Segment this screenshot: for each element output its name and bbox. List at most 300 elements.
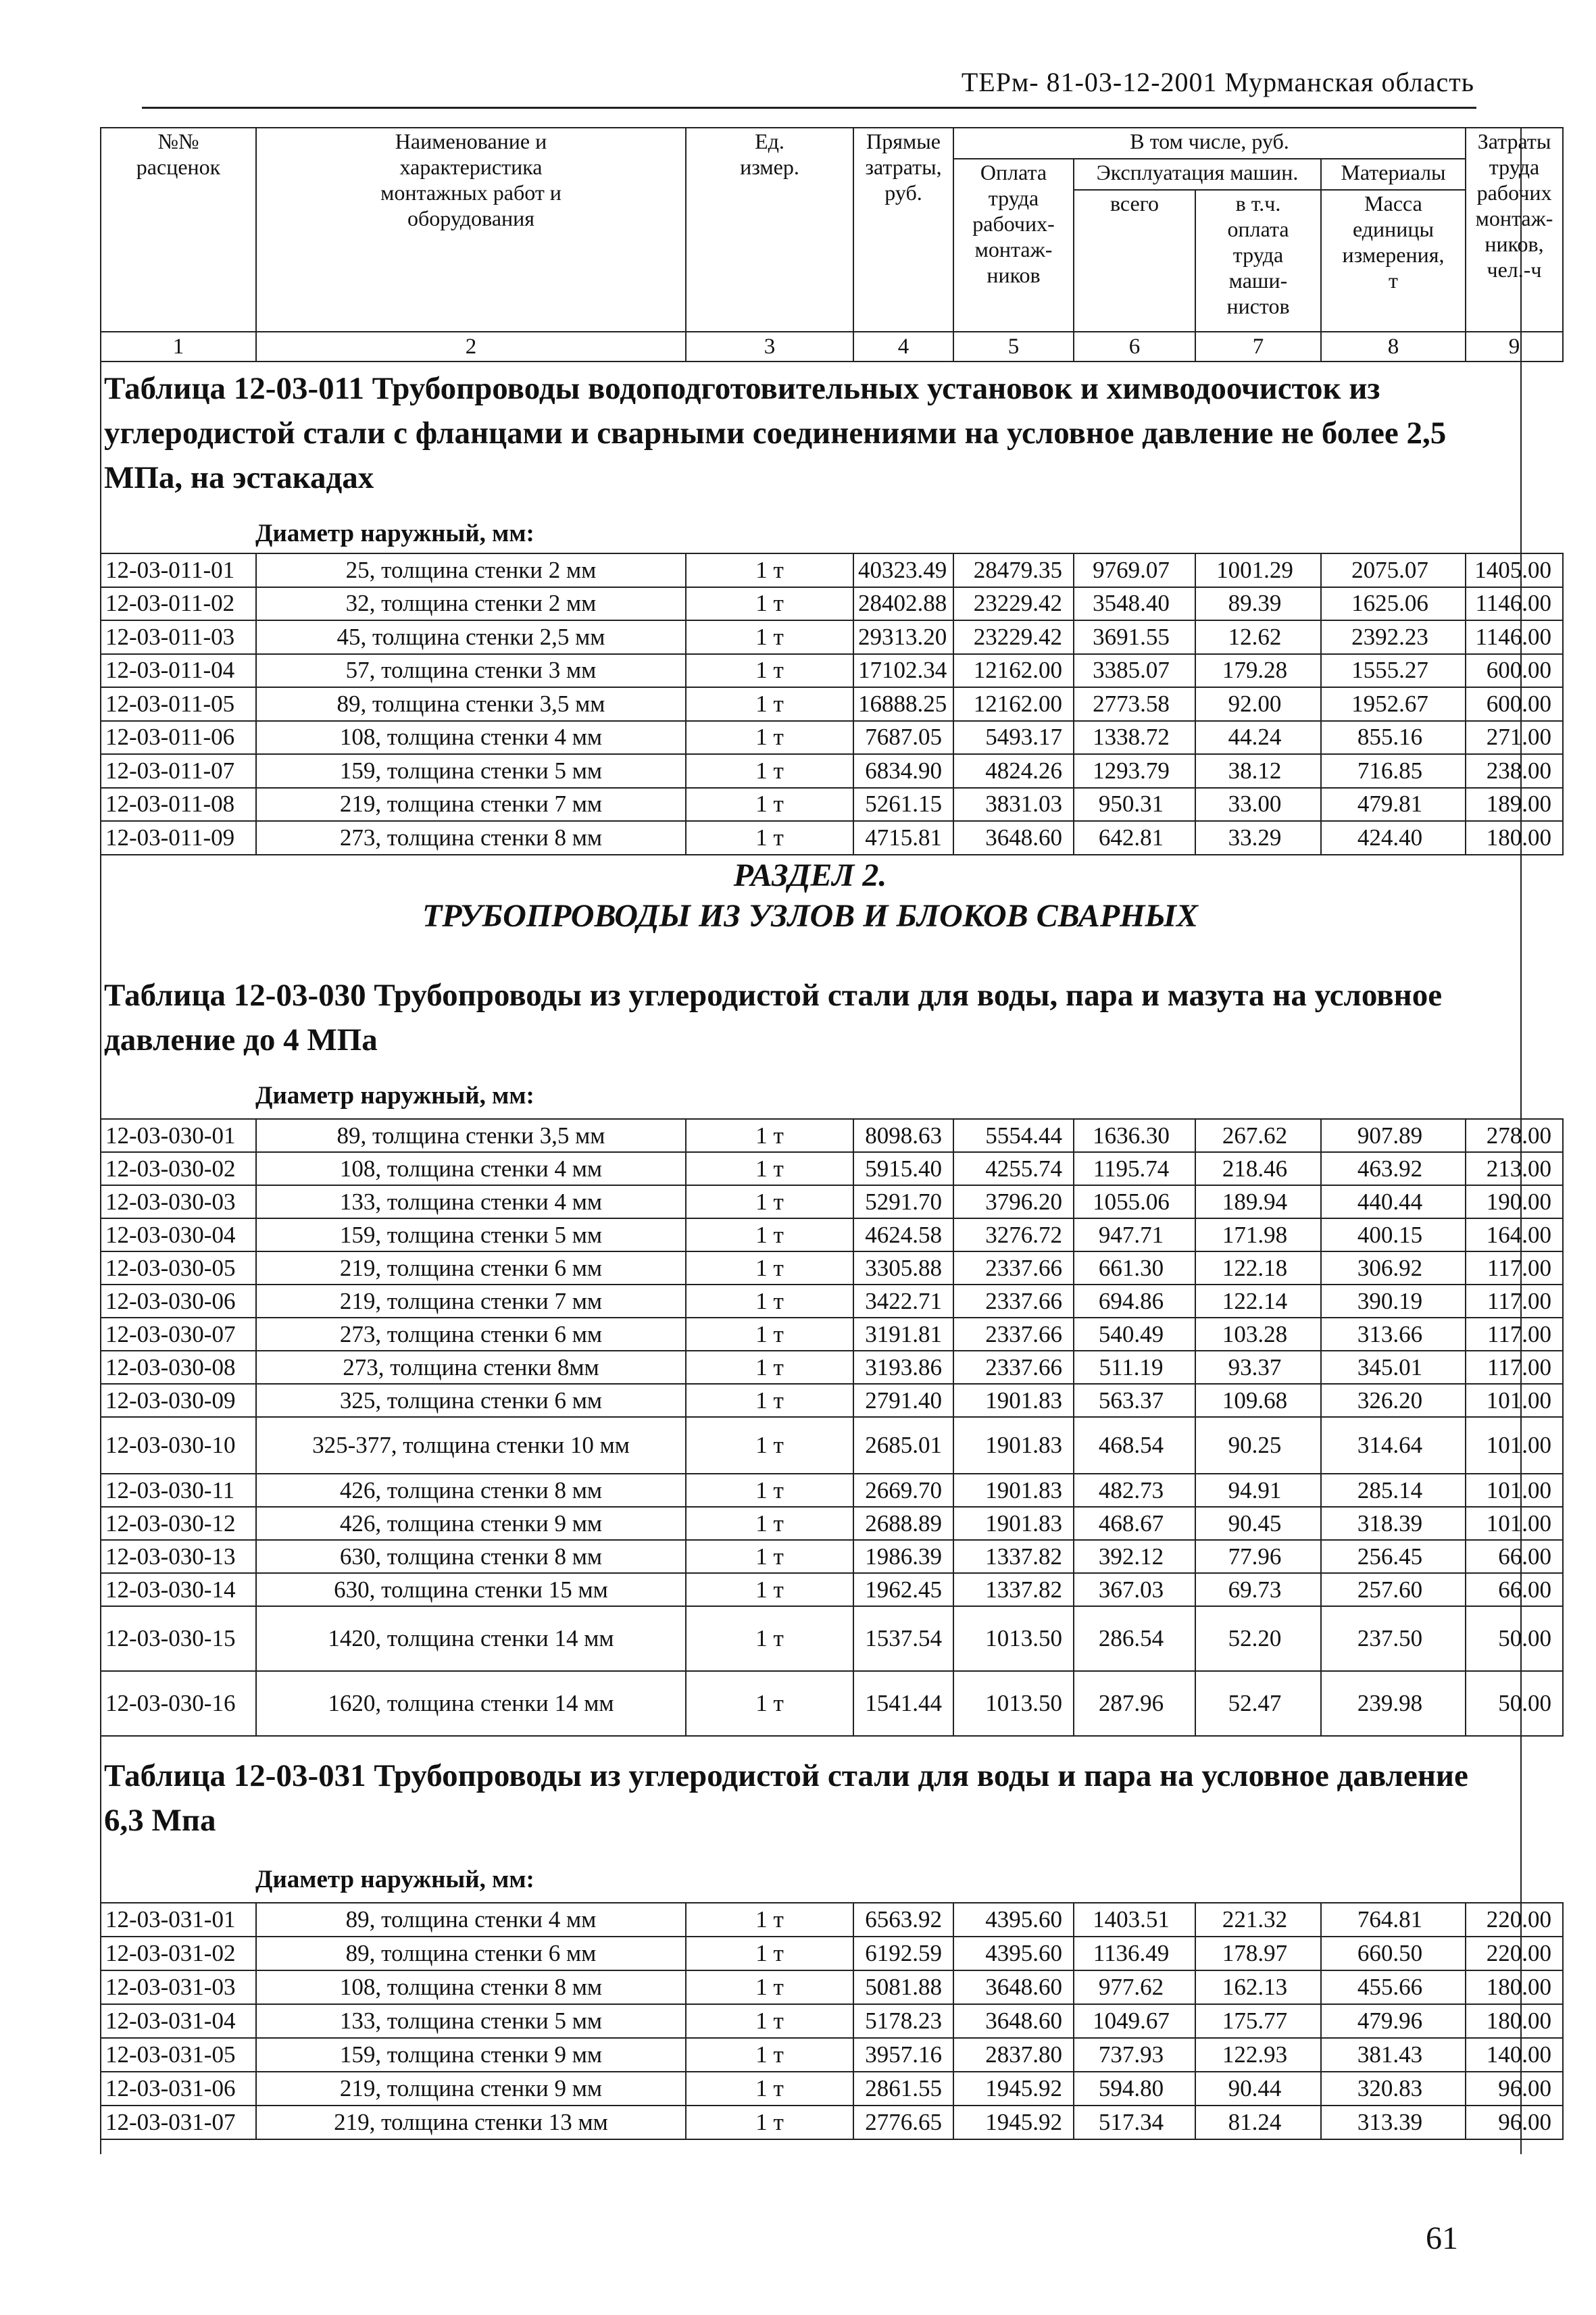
machines-wage-cell: 44.24 [1195, 721, 1321, 755]
unit-cell: 1 т [686, 1185, 853, 1218]
machines-total-cell: 694.86 [1074, 1285, 1195, 1318]
direct-cost-cell: 6192.59 [853, 1937, 953, 1970]
rate-code-cell: 12-03-030-16 [101, 1671, 256, 1736]
table-row [101, 1285, 1563, 1318]
materials-mass-cell: 716.85 [1321, 754, 1466, 788]
machines-wage-cell: 179.28 [1195, 654, 1321, 688]
unit-cell: 1 т [686, 721, 853, 755]
direct-cost-cell: 7687.05 [853, 721, 953, 755]
work-name-cell: 325, толщина стенки 6 мм [256, 1384, 686, 1417]
rate-code-cell: 12-03-011-02 [101, 587, 256, 621]
materials-mass-cell: 660.50 [1321, 1937, 1466, 1970]
table-row [101, 654, 1563, 688]
unit-cell: 1 т [686, 1251, 853, 1285]
work-name-cell: 219, толщина стенки 7 мм [256, 1285, 686, 1318]
unit-cell: 1 т [686, 2004, 853, 2038]
unit-cell: 1 т [686, 1351, 853, 1384]
machines-total-cell: 3691.55 [1074, 620, 1195, 654]
work-name-cell: 273, толщина стенки 6 мм [256, 1318, 686, 1351]
col-machines-wage-header: в т.ч. оплата труда маши- нистов [1195, 190, 1321, 332]
rate-code-cell: 12-03-031-01 [101, 1903, 256, 1937]
machines-total-cell: 594.80 [1074, 2072, 1195, 2106]
labor-cell: 189.00 [1466, 788, 1563, 822]
direct-cost-cell: 3305.88 [853, 1251, 953, 1285]
table-row [101, 2004, 1563, 2038]
unit-cell: 1 т [686, 553, 853, 587]
machines-wage-cell: 77.96 [1195, 1540, 1321, 1573]
machines-total-cell: 661.30 [1074, 1251, 1195, 1285]
machines-wage-cell: 69.73 [1195, 1573, 1321, 1606]
table-row [101, 1540, 1563, 1573]
labor-cell: 180.00 [1466, 2004, 1563, 2038]
work-name-cell: 89, толщина стенки 4 мм [256, 1903, 686, 1937]
table-row [101, 1119, 1563, 1152]
machines-wage-cell: 52.47 [1195, 1671, 1321, 1736]
materials-mass-cell: 390.19 [1321, 1285, 1466, 1318]
rate-code-cell: 12-03-030-06 [101, 1285, 256, 1318]
rate-code-cell: 12-03-031-04 [101, 2004, 256, 2038]
direct-cost-cell: 3193.86 [853, 1351, 953, 1384]
labor-cell: 50.00 [1466, 1671, 1563, 1736]
machines-total-cell: 286.54 [1074, 1606, 1195, 1671]
machines-total-cell: 1055.06 [1074, 1185, 1195, 1218]
machines-total-cell: 1403.51 [1074, 1903, 1195, 1937]
unit-cell: 1 т [686, 620, 853, 654]
direct-cost-cell: 1986.39 [853, 1540, 953, 1573]
rate-code-cell: 12-03-030-04 [101, 1218, 256, 1251]
machines-wage-cell: 122.14 [1195, 1285, 1321, 1318]
materials-mass-cell: 907.89 [1321, 1119, 1466, 1152]
wage-cell: 3831.03 [953, 788, 1074, 822]
work-name-cell: 133, толщина стенки 5 мм [256, 2004, 686, 2038]
col-code-header: №№ расценок [101, 128, 256, 332]
materials-mass-cell: 1625.06 [1321, 587, 1466, 621]
machines-wage-cell: 38.12 [1195, 754, 1321, 788]
unit-cell: 1 т [686, 1540, 853, 1573]
labor-cell: 101.00 [1466, 1384, 1563, 1417]
table-row [101, 1218, 1563, 1251]
machines-total-cell: 737.93 [1074, 2038, 1195, 2072]
work-name-cell: 630, толщина стенки 15 мм [256, 1573, 686, 1606]
materials-mass-cell: 313.39 [1321, 2106, 1466, 2139]
work-name-cell: 159, толщина стенки 9 мм [256, 2038, 686, 2072]
labor-cell: 220.00 [1466, 1903, 1563, 1937]
rate-code-cell: 12-03-030-14 [101, 1573, 256, 1606]
table1 [100, 553, 1564, 855]
unit-cell: 1 т [686, 2106, 853, 2139]
direct-cost-cell: 5081.88 [853, 1970, 953, 2004]
column-number-cell: 2 [256, 332, 686, 362]
machines-wage-cell: 89.39 [1195, 587, 1321, 621]
rate-code-cell: 12-03-030-01 [101, 1119, 256, 1152]
rate-code-cell: 12-03-031-06 [101, 2072, 256, 2106]
unit-cell: 1 т [686, 654, 853, 688]
table-row [101, 1573, 1563, 1606]
materials-mass-cell: 320.83 [1321, 2072, 1466, 2106]
header-rule [142, 107, 1476, 109]
machines-wage-cell: 178.97 [1195, 1937, 1321, 1970]
machines-wage-cell: 93.37 [1195, 1351, 1321, 1384]
work-name-cell: 426, толщина стенки 9 мм [256, 1507, 686, 1540]
direct-cost-cell: 4715.81 [853, 821, 953, 855]
rate-code-cell: 12-03-031-03 [101, 1970, 256, 2004]
wage-cell: 3648.60 [953, 821, 1074, 855]
materials-mass-cell: 256.45 [1321, 1540, 1466, 1573]
wage-cell: 23229.42 [953, 587, 1074, 621]
rate-code-cell: 12-03-011-04 [101, 654, 256, 688]
rate-code-cell: 12-03-030-12 [101, 1507, 256, 1540]
table-row [101, 2038, 1563, 2072]
direct-cost-cell: 3422.71 [853, 1285, 953, 1318]
table-row [101, 721, 1563, 755]
unit-cell: 1 т [686, 754, 853, 788]
section-title: ТРУБОПРОВОДЫ ИЗ УЗЛОВ И БЛОКОВ СВАРНЫХ [422, 898, 1199, 934]
table-row [101, 620, 1563, 654]
unit-cell: 1 т [686, 1507, 853, 1540]
table-row [101, 1970, 1563, 2004]
wage-cell: 12162.00 [953, 654, 1074, 688]
materials-mass-cell: 318.39 [1321, 1507, 1466, 1540]
table-row [101, 1318, 1563, 1351]
machines-total-cell: 3385.07 [1074, 654, 1195, 688]
col-machines-header: Эксплуатация машин. [1074, 159, 1321, 190]
materials-mass-cell: 1952.67 [1321, 687, 1466, 721]
direct-cost-cell: 5291.70 [853, 1185, 953, 1218]
table-row [101, 587, 1563, 621]
work-name-cell: 325-377, толщина стенки 10 мм [256, 1417, 686, 1474]
direct-cost-cell: 8098.63 [853, 1119, 953, 1152]
materials-mass-cell: 400.15 [1321, 1218, 1466, 1251]
unit-cell: 1 т [686, 1384, 853, 1417]
work-name-cell: 108, толщина стенки 4 мм [256, 721, 686, 755]
table-row [101, 1185, 1563, 1218]
table-row [101, 1606, 1563, 1671]
direct-cost-cell: 17102.34 [853, 654, 953, 688]
work-name-cell: 1620, толщина стенки 14 мм [256, 1671, 686, 1736]
wage-cell: 1945.92 [953, 2072, 1074, 2106]
machines-wage-cell: 162.13 [1195, 1970, 1321, 2004]
machines-wage-cell: 267.62 [1195, 1119, 1321, 1152]
unit-cell: 1 т [686, 1474, 853, 1507]
wage-cell: 4395.60 [953, 1903, 1074, 1937]
labor-cell: 213.00 [1466, 1152, 1563, 1185]
labor-cell: 1146.00 [1466, 620, 1563, 654]
wage-cell: 5493.17 [953, 721, 1074, 755]
wage-cell: 1945.92 [953, 2106, 1074, 2139]
work-name-cell: 1420, толщина стенки 14 мм [256, 1606, 686, 1671]
labor-cell: 117.00 [1466, 1318, 1563, 1351]
labor-cell: 1405.00 [1466, 553, 1563, 587]
column-number-cell: 4 [853, 332, 953, 362]
work-name-cell: 32, толщина стенки 2 мм [256, 587, 686, 621]
wage-cell: 2837.80 [953, 2038, 1074, 2072]
materials-mass-cell: 463.92 [1321, 1152, 1466, 1185]
materials-mass-cell: 479.81 [1321, 788, 1466, 822]
direct-cost-cell: 4624.58 [853, 1218, 953, 1251]
unit-cell: 1 т [686, 2038, 853, 2072]
rate-code-cell: 12-03-030-02 [101, 1152, 256, 1185]
column-number-row [101, 332, 1563, 362]
table-row [101, 1507, 1563, 1540]
machines-wage-cell: 109.68 [1195, 1384, 1321, 1417]
direct-cost-cell: 3957.16 [853, 2038, 953, 2072]
direct-cost-cell: 1541.44 [853, 1671, 953, 1736]
work-name-cell: 89, толщина стенки 3,5 мм [256, 687, 686, 721]
unit-cell: 1 т [686, 1119, 853, 1152]
col-labor-header: Затраты труда рабочих монтаж- ников, чел.-ч [1466, 128, 1563, 332]
machines-total-cell: 1636.30 [1074, 1119, 1195, 1152]
column-number-cell: 7 [1195, 332, 1321, 362]
machines-wage-cell: 33.00 [1195, 788, 1321, 822]
machines-wage-cell: 90.45 [1195, 1507, 1321, 1540]
table-row [101, 1474, 1563, 1507]
wage-cell: 1901.83 [953, 1507, 1074, 1540]
table2-subheader: Диаметр наружный, мм: [255, 1082, 534, 1110]
col-unit-header: Ед. измер. [686, 128, 853, 332]
column-number-cell: 9 [1466, 332, 1563, 362]
machines-total-cell: 1338.72 [1074, 721, 1195, 755]
rate-code-cell: 12-03-030-10 [101, 1417, 256, 1474]
machines-wage-cell: 1001.29 [1195, 553, 1321, 587]
work-name-cell: 45, толщина стенки 2,5 мм [256, 620, 686, 654]
wage-cell: 12162.00 [953, 687, 1074, 721]
machines-wage-cell: 92.00 [1195, 687, 1321, 721]
unit-cell: 1 т [686, 2072, 853, 2106]
direct-cost-cell: 2861.55 [853, 2072, 953, 2106]
work-name-cell: 133, толщина стенки 4 мм [256, 1185, 686, 1218]
wage-cell: 4255.74 [953, 1152, 1074, 1185]
table-row [101, 1251, 1563, 1285]
wage-cell: 4395.60 [953, 1937, 1074, 1970]
work-name-cell: 219, толщина стенки 9 мм [256, 2072, 686, 2106]
materials-mass-cell: 239.98 [1321, 1671, 1466, 1736]
table1-caption: Таблица 12-03-011 Трубопроводы водоподготовительных установок и химводоочисток из углеродистой стали с фланцами и сварными соединениями на условное давление не более 2,5 МПа, на эстакадах [104, 371, 1447, 495]
direct-cost-cell: 16888.25 [853, 687, 953, 721]
machines-total-cell: 1195.74 [1074, 1152, 1195, 1185]
machines-wage-cell: 171.98 [1195, 1218, 1321, 1251]
unit-cell: 1 т [686, 1606, 853, 1671]
machines-total-cell: 367.03 [1074, 1573, 1195, 1606]
materials-mass-cell: 1555.27 [1321, 654, 1466, 688]
rate-code-cell: 12-03-030-07 [101, 1318, 256, 1351]
unit-cell: 1 т [686, 1937, 853, 1970]
machines-total-cell: 517.34 [1074, 2106, 1195, 2139]
unit-cell: 1 т [686, 1152, 853, 1185]
direct-cost-cell: 5915.40 [853, 1152, 953, 1185]
direct-cost-cell: 6834.90 [853, 754, 953, 788]
unit-cell: 1 т [686, 788, 853, 822]
rate-code-cell: 12-03-031-02 [101, 1937, 256, 1970]
table3-caption: Таблица 12-03-031 Трубопроводы из углеродистой стали для воды и пара на условное давление 6,3 Мпа [104, 1758, 1468, 1838]
labor-cell: 101.00 [1466, 1507, 1563, 1540]
machines-wage-cell: 52.20 [1195, 1606, 1321, 1671]
page-header-title: ТЕРм- 81-03-12-2001 Мурманская область [961, 67, 1474, 97]
unit-cell: 1 т [686, 687, 853, 721]
rate-code-cell: 12-03-011-06 [101, 721, 256, 755]
materials-mass-cell: 479.96 [1321, 2004, 1466, 2038]
labor-cell: 96.00 [1466, 2106, 1563, 2139]
rate-code-cell: 12-03-030-08 [101, 1351, 256, 1384]
machines-wage-cell: 12.62 [1195, 620, 1321, 654]
materials-mass-cell: 764.81 [1321, 1903, 1466, 1937]
rate-code-cell: 12-03-030-11 [101, 1474, 256, 1507]
materials-mass-cell: 381.43 [1321, 2038, 1466, 2072]
wage-cell: 4824.26 [953, 754, 1074, 788]
wage-cell: 2337.66 [953, 1318, 1074, 1351]
machines-total-cell: 642.81 [1074, 821, 1195, 855]
table-row [101, 2106, 1563, 2139]
machines-total-cell: 3548.40 [1074, 587, 1195, 621]
wage-cell: 1901.83 [953, 1474, 1074, 1507]
machines-wage-cell: 122.93 [1195, 2038, 1321, 2072]
materials-mass-cell: 455.66 [1321, 1970, 1466, 2004]
wage-cell: 5554.44 [953, 1119, 1074, 1152]
unit-cell: 1 т [686, 587, 853, 621]
rate-code-cell: 12-03-011-03 [101, 620, 256, 654]
direct-cost-cell: 2685.01 [853, 1417, 953, 1474]
rate-code-cell: 12-03-031-05 [101, 2038, 256, 2072]
col-incl-header: В том числе, руб. [953, 128, 1466, 159]
labor-cell: 101.00 [1466, 1417, 1563, 1474]
labor-cell: 117.00 [1466, 1285, 1563, 1318]
wage-cell: 28479.35 [953, 553, 1074, 587]
wage-cell: 1337.82 [953, 1540, 1074, 1573]
col-wage-header: Оплата труда рабочих- монтаж- ников [953, 159, 1074, 332]
labor-cell: 66.00 [1466, 1540, 1563, 1573]
table-row [101, 1937, 1563, 1970]
column-number-cell: 5 [953, 332, 1074, 362]
direct-cost-cell: 2688.89 [853, 1507, 953, 1540]
labor-cell: 140.00 [1466, 2038, 1563, 2072]
table-row [101, 1903, 1563, 1937]
table1-subheader: Диаметр наружный, мм: [255, 520, 534, 547]
machines-total-cell: 392.12 [1074, 1540, 1195, 1573]
materials-mass-cell: 285.14 [1321, 1474, 1466, 1507]
labor-cell: 600.00 [1466, 654, 1563, 688]
direct-cost-cell: 1537.54 [853, 1606, 953, 1671]
machines-total-cell: 1049.67 [1074, 2004, 1195, 2038]
labor-cell: 96.00 [1466, 2072, 1563, 2106]
labor-cell: 164.00 [1466, 1218, 1563, 1251]
machines-total-cell: 468.54 [1074, 1417, 1195, 1474]
work-name-cell: 219, толщина стенки 6 мм [256, 1251, 686, 1285]
table-row [101, 1351, 1563, 1384]
labor-cell: 101.00 [1466, 1474, 1563, 1507]
direct-cost-cell: 6563.92 [853, 1903, 953, 1937]
col-machines-total-header: всего [1074, 190, 1195, 332]
wage-cell: 1901.83 [953, 1417, 1074, 1474]
unit-cell: 1 т [686, 1285, 853, 1318]
machines-wage-cell: 221.32 [1195, 1903, 1321, 1937]
table3-subheader: Диаметр наружный, мм: [255, 1866, 534, 1893]
direct-cost-cell: 5261.15 [853, 788, 953, 822]
materials-mass-cell: 424.40 [1321, 821, 1466, 855]
machines-total-cell: 2773.58 [1074, 687, 1195, 721]
materials-mass-cell: 313.66 [1321, 1318, 1466, 1351]
machines-total-cell: 563.37 [1074, 1384, 1195, 1417]
direct-cost-cell: 29313.20 [853, 620, 953, 654]
column-number-cell: 3 [686, 332, 853, 362]
table-row [101, 687, 1563, 721]
labor-cell: 600.00 [1466, 687, 1563, 721]
machines-wage-cell: 90.44 [1195, 2072, 1321, 2106]
machines-wage-cell: 122.18 [1195, 1251, 1321, 1285]
col-mass-header: Масса единицы измерения, т [1321, 190, 1466, 332]
materials-mass-cell: 314.64 [1321, 1417, 1466, 1474]
work-name-cell: 273, толщина стенки 8 мм [256, 821, 686, 855]
wage-cell: 1337.82 [953, 1573, 1074, 1606]
materials-mass-cell: 237.50 [1321, 1606, 1466, 1671]
col-materials-header: Материалы [1321, 159, 1466, 190]
column-number-cell: 6 [1074, 332, 1195, 362]
work-name-cell: 219, толщина стенки 7 мм [256, 788, 686, 822]
rate-code-cell: 12-03-011-05 [101, 687, 256, 721]
labor-cell: 278.00 [1466, 1119, 1563, 1152]
unit-cell: 1 т [686, 1417, 853, 1474]
work-name-cell: 159, толщина стенки 5 мм [256, 1218, 686, 1251]
wage-cell: 1013.50 [953, 1606, 1074, 1671]
table-row [101, 1417, 1563, 1474]
machines-total-cell: 950.31 [1074, 788, 1195, 822]
direct-cost-cell: 28402.88 [853, 587, 953, 621]
rate-code-cell: 12-03-011-08 [101, 788, 256, 822]
machines-wage-cell: 33.29 [1195, 821, 1321, 855]
table2 [100, 1118, 1564, 1737]
work-name-cell: 273, толщина стенки 8мм [256, 1351, 686, 1384]
table-row [101, 2072, 1563, 2106]
labor-cell: 180.00 [1466, 1970, 1563, 2004]
labor-cell: 180.00 [1466, 821, 1563, 855]
direct-cost-cell: 2776.65 [853, 2106, 953, 2139]
table3 [100, 1902, 1564, 2140]
direct-cost-cell: 2791.40 [853, 1384, 953, 1417]
machines-wage-cell: 175.77 [1195, 2004, 1321, 2038]
labor-cell: 66.00 [1466, 1573, 1563, 1606]
unit-cell: 1 т [686, 1970, 853, 2004]
wage-cell: 3648.60 [953, 2004, 1074, 2038]
machines-wage-cell: 218.46 [1195, 1152, 1321, 1185]
materials-mass-cell: 440.44 [1321, 1185, 1466, 1218]
labor-cell: 220.00 [1466, 1937, 1563, 1970]
wage-cell: 2337.66 [953, 1351, 1074, 1384]
direct-cost-cell: 3191.81 [853, 1318, 953, 1351]
unit-cell: 1 т [686, 1903, 853, 1937]
materials-mass-cell: 2075.07 [1321, 553, 1466, 587]
work-name-cell: 108, толщина стенки 8 мм [256, 1970, 686, 2004]
machines-total-cell: 287.96 [1074, 1671, 1195, 1736]
rate-code-cell: 12-03-030-13 [101, 1540, 256, 1573]
rate-code-cell: 12-03-011-01 [101, 553, 256, 587]
unit-cell: 1 т [686, 1671, 853, 1736]
work-name-cell: 219, толщина стенки 13 мм [256, 2106, 686, 2139]
col-direct-header: Прямые затраты, руб. [853, 128, 953, 332]
wage-cell: 1013.50 [953, 1671, 1074, 1736]
materials-mass-cell: 345.01 [1321, 1351, 1466, 1384]
rate-code-cell: 12-03-030-05 [101, 1251, 256, 1285]
machines-wage-cell: 90.25 [1195, 1417, 1321, 1474]
labor-cell: 238.00 [1466, 754, 1563, 788]
work-name-cell: 57, толщина стенки 3 мм [256, 654, 686, 688]
column-header-table [100, 127, 1564, 362]
materials-mass-cell: 326.20 [1321, 1384, 1466, 1417]
table-row [101, 821, 1563, 855]
labor-cell: 271.00 [1466, 721, 1563, 755]
unit-cell: 1 т [686, 1218, 853, 1251]
materials-mass-cell: 257.60 [1321, 1573, 1466, 1606]
column-number-cell: 1 [101, 332, 256, 362]
rate-code-cell: 12-03-031-07 [101, 2106, 256, 2139]
rate-code-cell: 12-03-030-15 [101, 1606, 256, 1671]
